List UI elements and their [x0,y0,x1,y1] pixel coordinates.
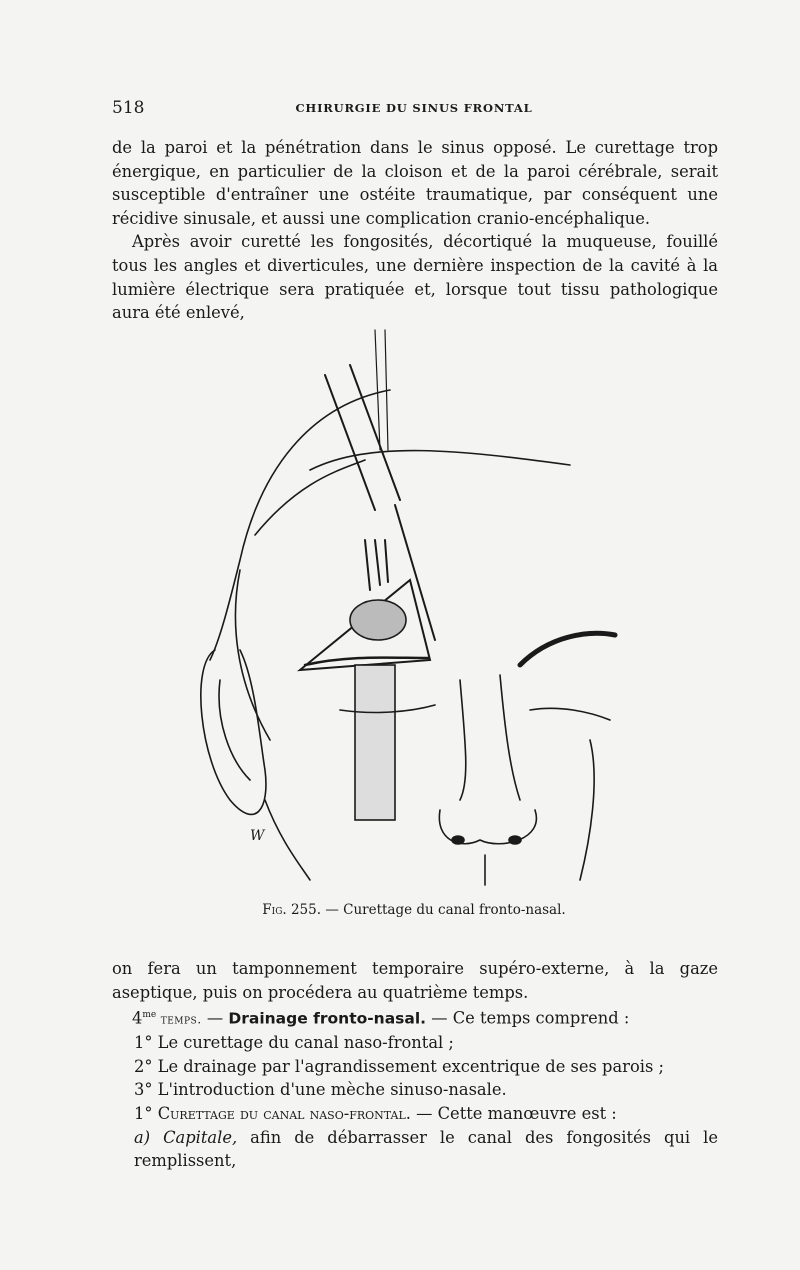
figure-caption-text: — Curettage du canal fronto-nasal. [321,902,566,918]
forceps-handle [325,365,400,510]
temps-rest: — Ce temps comprend : [426,1008,630,1028]
section-rest: — Cette manœuvre est : [410,1103,617,1123]
forehead-line [310,451,570,470]
bottom-text-block [112,957,718,1173]
right-nostril [509,836,521,844]
point-a [112,1126,718,1173]
section-number: 1° [134,1103,158,1123]
surgical-illustration [160,320,640,890]
nose-bridge-right [500,675,520,800]
paragraph-continuation: de la paroi et la pénétration dans le sinus opposé. Le curettage trop énergique, en particulier de la cloison et de la paroi cérébrale, serait susceptible d'entraîner une ostéite traumatique, par conséquent une récidive sinusale, et aussi une complication cranio-encéphalique. [112,138,718,228]
temps-dash: — [201,1008,229,1028]
running-title: CHIRURGIE DU SINUS FRONTAL [295,101,533,115]
paragraph-tamponnement: on fera un tamponnement temporaire supéro-externe, à la gaze aseptique, puis on procédera au quatrième temps. [112,959,718,1002]
figure-label: Fig. 255. [262,902,322,918]
figure-caption [112,902,716,918]
ear-outline [201,650,266,814]
artist-monogram: W [250,828,265,844]
point-a-keyword: Capitale, [163,1127,238,1147]
temps-word: temps. [156,1011,202,1027]
right-eye [530,708,610,720]
sinus-cavity [350,600,406,640]
list-item-1: 1° Le curettage du canal naso-frontal ; [134,1033,454,1053]
retractor-blade [355,665,395,820]
section-heading [112,1102,718,1126]
temps-number: 4 [132,1008,143,1028]
forceps-tines [365,540,388,590]
forceps-top-wire [375,330,388,450]
jaw-line [265,800,310,880]
point-a-text: afin de débarrasser le canal des fongosités qui le remplissent, [134,1127,718,1171]
top-text-block [112,136,718,325]
page-number: 518 [112,98,145,118]
ear-inner [219,680,250,780]
list-item-3: 3° L'introduction d'une mèche sinuso-nasale. [134,1080,507,1100]
page-header [112,98,716,122]
cheek-right [580,740,594,880]
right-eyebrow [520,633,615,665]
forehead-line-2 [255,460,365,535]
section-title: Curettage du canal naso-frontal. [157,1103,411,1123]
temps-heading [112,1004,718,1031]
nose-bridge-left [460,680,466,800]
temps-superscript: me [142,1010,157,1021]
temple-curve [235,570,270,740]
paragraph-after-curettage: Après avoir curetté les fongosités, décortiqué la muqueuse, fouillé tous les angles et diverticules, une dernière inspection de la cavité à la lumière électrique sera pratiquée et, lorsque tout tissu pathologique aura été enlevé, [112,232,718,323]
list-item-2: 2° Le drainage par l'agrandissement excentrique de ses parois ; [134,1056,664,1076]
temps-title: Drainage fronto-nasal. [228,1009,427,1028]
point-a-label: a) [134,1127,164,1147]
left-nostril [452,836,464,844]
